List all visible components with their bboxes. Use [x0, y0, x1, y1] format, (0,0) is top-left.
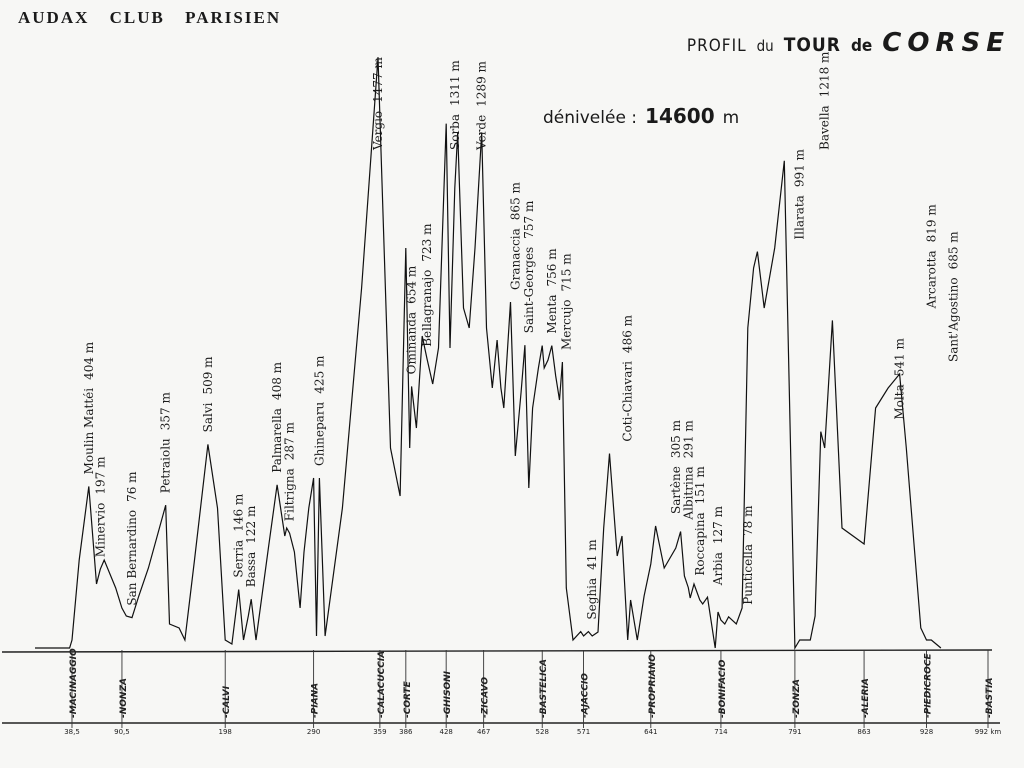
town-km-label: 198 [218, 728, 232, 736]
pass-name: Coti-Chiavari [620, 361, 635, 442]
pass-label [924, 204, 938, 310]
pass-name: Granaccia [508, 228, 523, 290]
pass-altitude: 151 m [692, 466, 707, 505]
pass-label [621, 314, 635, 441]
pass-label [946, 231, 960, 362]
town-label: -PIEDICROCE [923, 653, 934, 718]
pass-label [522, 200, 536, 333]
pass-altitude: 1289 m [474, 61, 489, 107]
town-label: -PIANA [310, 682, 321, 718]
pass-name: Minervio [93, 502, 108, 558]
town-label: -CALVI [222, 685, 233, 718]
pass-altitude: 654 m [404, 265, 419, 304]
town-label: -GHISONI [443, 670, 454, 718]
pass-altitude: 865 m [508, 182, 523, 221]
town-km-label: 571 [576, 728, 591, 736]
pass-name: Serria [231, 539, 246, 578]
pass-name: Salvi [200, 402, 215, 433]
pass-name: Sorba [447, 113, 462, 150]
town-label: -ALERIA [861, 678, 872, 718]
title-tour: TOUR [783, 34, 841, 56]
pass-name: Moulin Mattéi [81, 387, 96, 475]
pass-label [559, 253, 573, 350]
pass-name: Albitrina [681, 466, 696, 520]
pass-name: Palmarella [270, 408, 285, 473]
town-km-label: 641 [644, 728, 658, 736]
pass-name: Petraiolu [158, 438, 173, 494]
pass-altitude: 78 m [740, 505, 755, 536]
town-label: -CALACUCCIA [376, 650, 387, 718]
pass-name: Bellagranajo [419, 269, 434, 347]
pass-label [125, 471, 139, 606]
town-km-label: 714 [714, 728, 728, 736]
baselines [2, 650, 1000, 723]
pass-altitude: 991 m [792, 149, 807, 188]
pass-name: Bassa [244, 551, 259, 588]
pass-name: Bavella [817, 105, 832, 150]
elevation-gain-value: 14600 [645, 104, 715, 128]
pass-altitude: 541 m [892, 338, 907, 377]
title-du: du [756, 37, 774, 55]
town-km-label: 863 [857, 728, 871, 736]
pass-label [93, 456, 107, 557]
pass-altitude: 486 m [620, 314, 635, 354]
pass-altitude: 715 m [559, 253, 574, 292]
club-word-club: CLUB [109, 8, 165, 27]
sea-level-line [2, 650, 992, 652]
elevation-gain-label: dénivelée : [543, 108, 638, 128]
pass-name: Molta [892, 384, 907, 420]
pass-altitude: 685 m [946, 231, 961, 270]
town-km-label: 928 [919, 728, 934, 736]
pass-label [448, 60, 462, 150]
pass-name: Mercujo [559, 299, 574, 350]
pass-altitude: 425 m [312, 355, 327, 394]
pass-label [545, 248, 559, 334]
pass-altitude: 287 m [282, 422, 297, 461]
town-label: -BONIFACIO [717, 659, 728, 718]
pass-altitude: 291 m [681, 420, 696, 459]
pass-altitude: 197 m [93, 456, 108, 495]
town-labels [69, 648, 995, 718]
town-km-label: 428 [439, 728, 453, 736]
pass-label [818, 51, 832, 150]
pass-name: Roccapina [692, 512, 707, 576]
pass-name: Ominanda [404, 311, 419, 375]
pass-altitude: 509 m [200, 356, 215, 395]
pass-label [508, 181, 522, 290]
pass-name: Menta [544, 294, 559, 334]
pass-altitude: 76 m [125, 471, 140, 502]
pass-label [711, 505, 725, 586]
pass-label [793, 148, 807, 239]
pass-altitude: 1218 m [817, 51, 832, 98]
pass-altitude: 357 m [158, 392, 173, 431]
pass-name: Ghineparu [312, 401, 327, 466]
title-profil: PROFIL [686, 36, 747, 56]
elevation-gain-unit: m [722, 108, 740, 128]
town-km-label: 386 [399, 728, 413, 736]
pass-label [201, 356, 215, 433]
pass-label [420, 223, 434, 347]
pass-name: Sant'Agostino [946, 277, 961, 362]
town-label: -BASTIA [985, 677, 995, 718]
pass-altitude: 41 m [585, 539, 600, 570]
pass-altitude: 1477 m [370, 57, 385, 103]
town-km-label: 791 [788, 728, 802, 736]
pass-altitude: 819 m [924, 204, 939, 243]
pass-altitude: 1311 m [447, 60, 462, 106]
town-km-label: 528 [535, 728, 549, 736]
pass-name: San Bernardino [125, 509, 140, 606]
pass-altitude: 146 m [231, 493, 246, 532]
pass-label [312, 355, 326, 466]
pass-altitude: 404 m [81, 341, 96, 380]
pass-labels [82, 51, 961, 620]
pass-name: Illarata [792, 195, 807, 240]
pass-label [585, 539, 599, 620]
pass-altitude: 408 m [270, 361, 285, 401]
pass-name: Filtrigna [282, 468, 297, 522]
town-km-label: 992 km [974, 728, 1002, 736]
pass-name: Seghia [585, 577, 600, 620]
pass-name: Punticella [740, 543, 755, 605]
town-label: -BASTELICA [539, 659, 550, 718]
pass-name: Arbia [711, 552, 726, 586]
town-markers [72, 650, 988, 728]
pass-altitude: 122 m [244, 505, 259, 544]
pass-label [371, 56, 385, 151]
pass-altitude: 305 m [668, 420, 683, 459]
pass-altitude: 756 m [544, 248, 559, 287]
pass-name: Verde [474, 114, 489, 150]
pass-label [159, 391, 173, 493]
town-label: -MACINAGGIO [68, 648, 79, 718]
town-km-label: 290 [306, 728, 321, 736]
club-word-audax: AUDAX [18, 8, 90, 27]
town-label: -ZICAVO [480, 676, 491, 718]
pass-label [244, 505, 258, 587]
town-km-label: 467 [476, 728, 491, 736]
town-label: -NONZA [118, 678, 129, 718]
pass-name: Saint-Georges [521, 246, 536, 334]
pass-label [405, 265, 419, 374]
pass-name: Arcarotta [924, 250, 939, 309]
pass-label [741, 505, 755, 605]
pass-label [82, 341, 96, 474]
pass-label [475, 60, 489, 151]
title-corse: CORSE [882, 28, 1010, 58]
club-word-parisien: PARISIEN [185, 8, 282, 27]
pass-name: Sartène [668, 466, 683, 514]
title-de: de [850, 36, 873, 56]
pass-altitude: 757 m [521, 200, 536, 239]
town-label: -ZONZA [791, 679, 802, 718]
town-km-label: 90,5 [114, 728, 130, 736]
pass-name: Vergio [370, 110, 385, 150]
town-label: -PROPRIANO [647, 654, 658, 718]
pass-altitude: 127 m [711, 506, 726, 545]
town-km-label: 38,5 [64, 728, 80, 736]
km-labels [64, 728, 1001, 736]
town-km-label: 359 [373, 728, 387, 736]
town-label: -AJACCIO [580, 673, 591, 718]
pass-altitude: 723 m [419, 223, 434, 262]
pass-label [283, 422, 297, 522]
town-label: -CORTE [402, 681, 413, 718]
pass-label [693, 466, 707, 576]
